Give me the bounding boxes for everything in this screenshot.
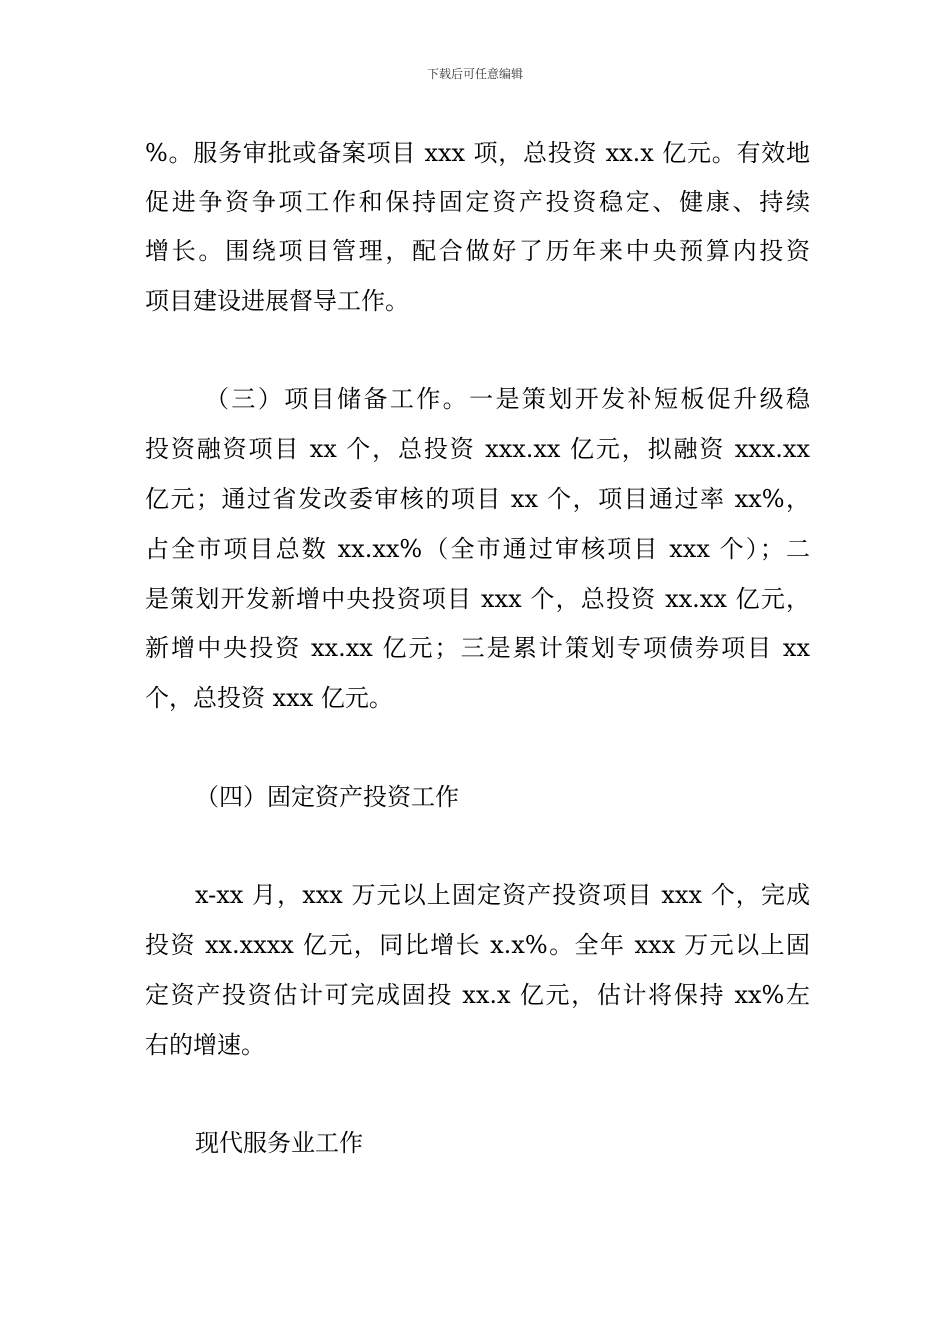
paragraph-2-line-1: （三）项目储备工作。一是策划开发补短板促升级稳 (205, 385, 810, 413)
paragraph-2-line-4: 占全市项目总数 xx.xx%（全市通过审核项目 xxx 个）；二 (145, 535, 810, 563)
section-heading-4: （四）固定资产投资工作 (195, 783, 459, 811)
section-heading-modern-services: 现代服务业工作 (195, 1129, 363, 1157)
paragraph-4-line-3: 定资产投资估计可完成固投 xx.x 亿元，估计将保持 xx%左 (145, 981, 810, 1009)
paragraph-2-line-2: 投资融资项目 xx 个，总投资 xxx.xx 亿元，拟融资 xxx.xx (145, 435, 810, 463)
paragraph-2-line-3: 亿元；通过省发改委审核的项目 xx 个，项目通过率 xx%， (145, 485, 810, 513)
paragraph-2-line-7: 个，总投资 xxx 亿元。 (145, 684, 393, 712)
header-note: 下载后可任意编辑 (426, 67, 523, 81)
paragraph-1-line-1: %。服务审批或备案项目 xxx 项，总投资 xx.x 亿元。有效地 (145, 139, 810, 167)
paragraph-1-line-2: 促进争资争项工作和保持固定资产投资稳定、健康、持续 (145, 188, 810, 216)
paragraph-2-line-6: 新增中央投资 xx.xx 亿元；三是累计策划专项债券项目 xx (145, 634, 810, 662)
paragraph-2-line-5: 是策划开发新增中央投资项目 xxx 个，总投资 xx.xx 亿元， (145, 585, 810, 613)
paragraph-4-line-2: 投资 xx.xxxx 亿元，同比增长 x.x%。全年 xxx 万元以上固 (145, 931, 810, 959)
paragraph-1-line-3: 增长。围绕项目管理，配合做好了历年来中央预算内投资 (145, 237, 810, 265)
paragraph-4-line-4: 右的增速。 (145, 1031, 265, 1059)
paragraph-1-line-4: 项目建设进展督导工作。 (145, 287, 409, 315)
paragraph-4-line-1: x-xx 月，xxx 万元以上固定资产投资项目 xxx 个，完成 (195, 881, 810, 909)
